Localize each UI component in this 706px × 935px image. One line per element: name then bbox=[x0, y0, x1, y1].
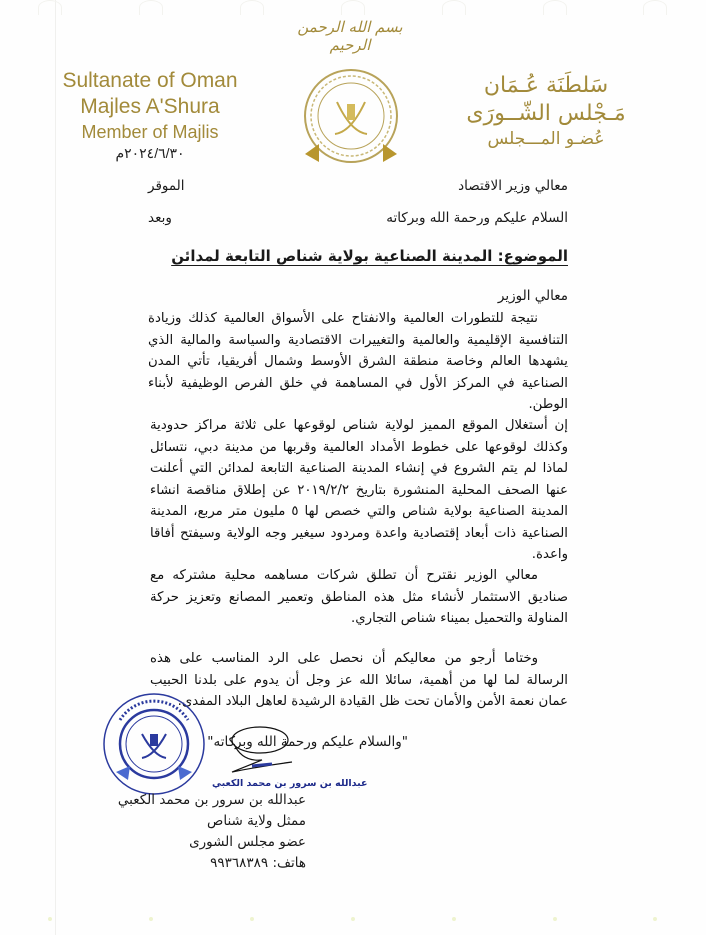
watermark-pattern-bottom bbox=[0, 909, 706, 927]
paragraph-2: إن أستغلال الموقع المميز لولاية شناص لوقوعها على ثلاثة مراكز حدودية وكذلك لوقوعها على خطوط الأمداد العالمية وقربها من مدينة دبي، نتسائل لماذا لم يتم الشروع في إنشاء المدينة الصناعية التابعة لمدائن التي أعلنت عنها الصحف المحلية المنشورة بتاريخ ٢٠١٩/٢/٢ عن إطلاق مناقصة انشاء المدينة الصناعية بولاية شناص والتي خصص لها ٥ مليون متر مربع، المدينة الصناعية ذات أبعاد إقتصادية واعدة ومردود سيغير وجه الولاية وسيفتح أفاقا واعدة. bbox=[150, 418, 568, 562]
paragraph-4: وختاما أرجو من معاليكم أن نحصل على الرد المناسب على هذه الرسالة لما لها من أهمية، سائلا الله عز وجل أن يدوم على بلدنا الحبيب عمان نعمة الأمن والأمان تحت ظل القيادة الرشيدة لعاهل البلاد المفدى. bbox=[150, 651, 568, 709]
letter-subject: الموضوع: المدينة الصناعية بولاية شناص التابعة لمدائن bbox=[171, 247, 568, 265]
majlis-emblem-icon bbox=[297, 62, 405, 170]
council-name-arabic: مَـجْلس الشّــورَى bbox=[466, 101, 626, 126]
member-title-english: Member of Majlis bbox=[81, 122, 219, 142]
basmala-calligraphy: بسم الله الرحمن الرحيم bbox=[297, 18, 403, 54]
official-stamp-icon bbox=[100, 690, 208, 798]
phone-number: ٩٩٣٦٨٣٨٩ bbox=[210, 855, 269, 871]
watermark-pattern-top bbox=[0, 0, 706, 18]
signatory-name: عبدالله بن سرور بن محمد الكعبي bbox=[117, 792, 306, 808]
paragraph-3: معالي الوزير نقترح أن تطلق شركات مساهمه محلية مشتركه مع صناديق الاستثمار لأنشاء مثل هذه المناطق وتعمير المصانع وتعزيز حركة المناولة والتحميل بميناء شناص التجاري. bbox=[150, 568, 568, 626]
letter-date: ٢٠٢٤/٦/٣٠م bbox=[115, 145, 185, 161]
closing-greeting: "والسلام عليكم ورحمة الله وبركاته" bbox=[207, 734, 408, 750]
signatory-position: عضو مجلس الشورى bbox=[189, 834, 306, 850]
addressee-row bbox=[148, 178, 568, 194]
letterhead-arabic bbox=[446, 72, 646, 150]
handwritten-signature-icon bbox=[222, 722, 302, 777]
member-title-arabic: عُضـو المـــجلس bbox=[487, 129, 605, 149]
salutation: معالي الوزير bbox=[497, 288, 568, 304]
signature-block bbox=[118, 790, 306, 874]
addressee-title: معالي وزير الاقتصاد bbox=[458, 178, 568, 194]
org-name-english: Sultanate of Oman bbox=[62, 69, 238, 92]
after-greeting: وبعد bbox=[148, 210, 172, 226]
letterhead-english bbox=[50, 68, 250, 162]
paragraph-1: نتيجة للتطورات العالمية والانفتاح على الأسواق العالمية كذلك وزيادة التنافسية الإقليمية والعالمية والتغييرات الاقتصادية والسياسة والمالية الذي يشهدها العالم وخاصة منطقة الشرق الأوسط وشمال أفريقيا، تأتي المدن الصناعية في المركز الأول في المساهمة في خلق الفرص الوظيفية لأبناء الوطن. bbox=[148, 311, 568, 412]
addressee-honorific: الموقر bbox=[148, 178, 185, 194]
signatory-phone bbox=[118, 853, 306, 874]
org-name-arabic: سَلطَنَة عُـمَان bbox=[483, 73, 609, 98]
signatory-role: ممثل ولاية شناص bbox=[207, 813, 306, 829]
greeting: السلام عليكم ورحمة الله وبركاته bbox=[386, 210, 568, 226]
council-name-english: Majles A'Shura bbox=[80, 95, 220, 118]
greeting-row bbox=[148, 210, 568, 226]
phone-label: هاتف: bbox=[272, 855, 306, 871]
stamp-name: عبدالله بن سرور بن محمد الكعبي bbox=[212, 778, 368, 789]
